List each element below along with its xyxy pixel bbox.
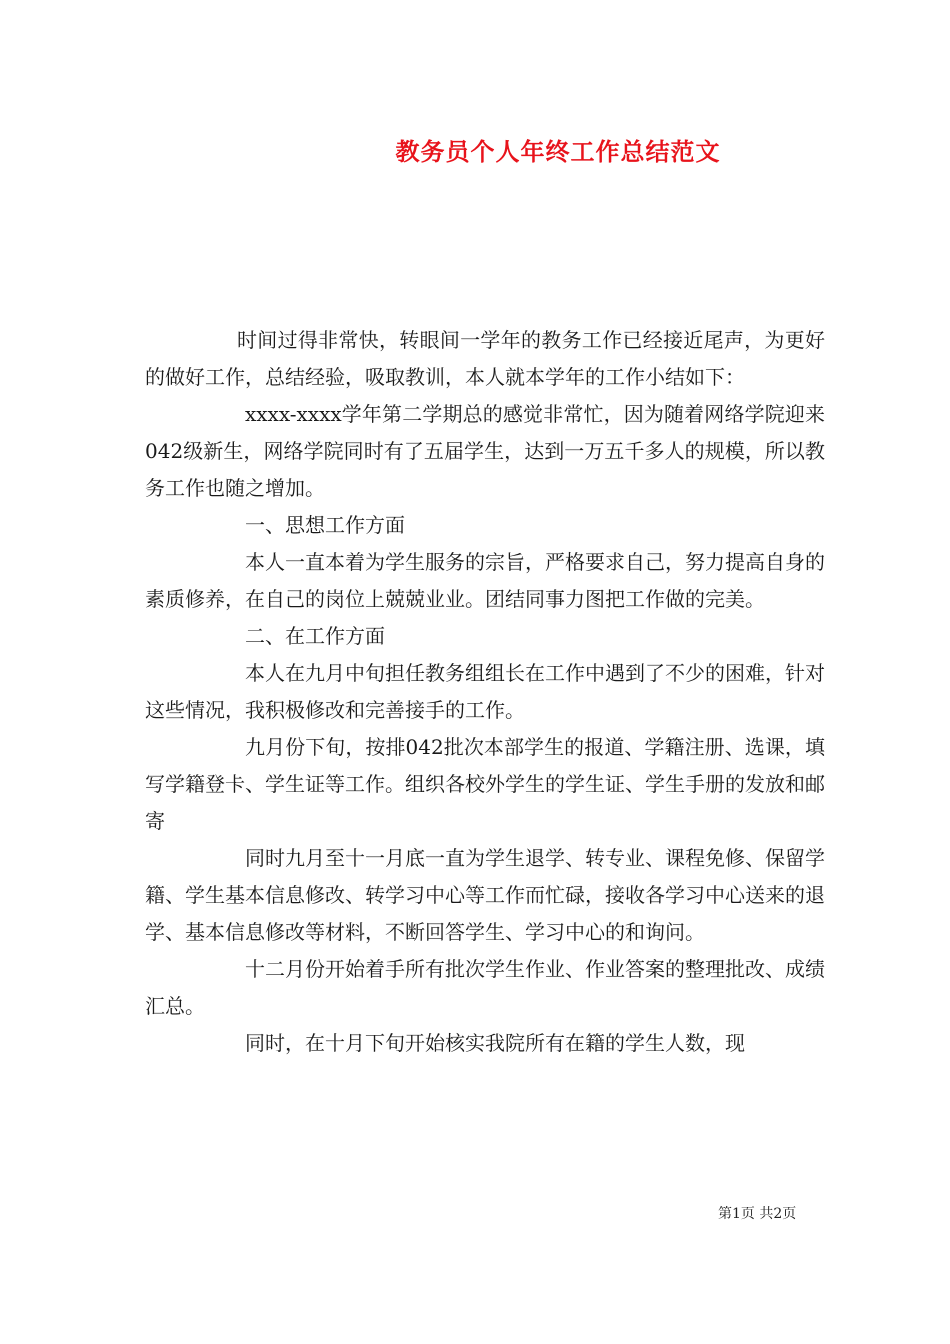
paragraph-intro: 时间过得非常快，转眼间一学年的教务工作已经接近尾声，为更好的做好工作，总结经验，吸取教训，本人就本学年的工作小结如下： xyxy=(145,328,825,389)
document-body xyxy=(145,322,825,1062)
paragraph-thought: 本人一直本着为学生服务的宗旨，严格要求自己，努力提高自身的素质修养，在自己的岗位上兢兢业业。团结同事力图把工作做的完美。 xyxy=(145,550,825,611)
document-title: 教务员个人年终工作总结范文 xyxy=(395,137,721,166)
paragraph-september-november: 同时九月至十一月底一直为学生退学、转专业、课程免修、保留学籍、学生基本信息修改、转学习中心等工作而忙碌，接收各学习中心送来的退学、基本信息修改等材料，不断回答学生、学习中心的和询问。 xyxy=(145,846,825,944)
section-heading-thought: 一、思想工作方面 xyxy=(245,513,405,537)
paragraph-semester: xxxx-xxxx学年第二学期总的感觉非常忙，因为随着网络学院迎来042级新生，网络学院同时有了五届学生，达到一万五千多人的规模，所以教务工作也随之增加。 xyxy=(145,402,825,500)
paragraph-december: 十二月份开始着手所有批次学生作业、作业答案的整理批改、成绩汇总。 xyxy=(145,957,825,1018)
paragraph-work-leader: 本人在九月中旬担任教务组组长在工作中遇到了不少的困难，针对这些情况，我积极修改和完善接手的工作。 xyxy=(145,661,825,722)
page-number-footer: 第1页 共2页 xyxy=(718,1206,797,1222)
paragraph-september: 九月份下旬，按排042批次本部学生的报道、学籍注册、选课，填写学籍登卡、学生证等工作。组织各校外学生的学生证、学生手册的发放和邮寄 xyxy=(145,735,825,833)
paragraph-october: 同时，在十月下旬开始核实我院所有在籍的学生人数，现 xyxy=(245,1031,745,1055)
section-heading-work: 二、在工作方面 xyxy=(245,624,385,648)
